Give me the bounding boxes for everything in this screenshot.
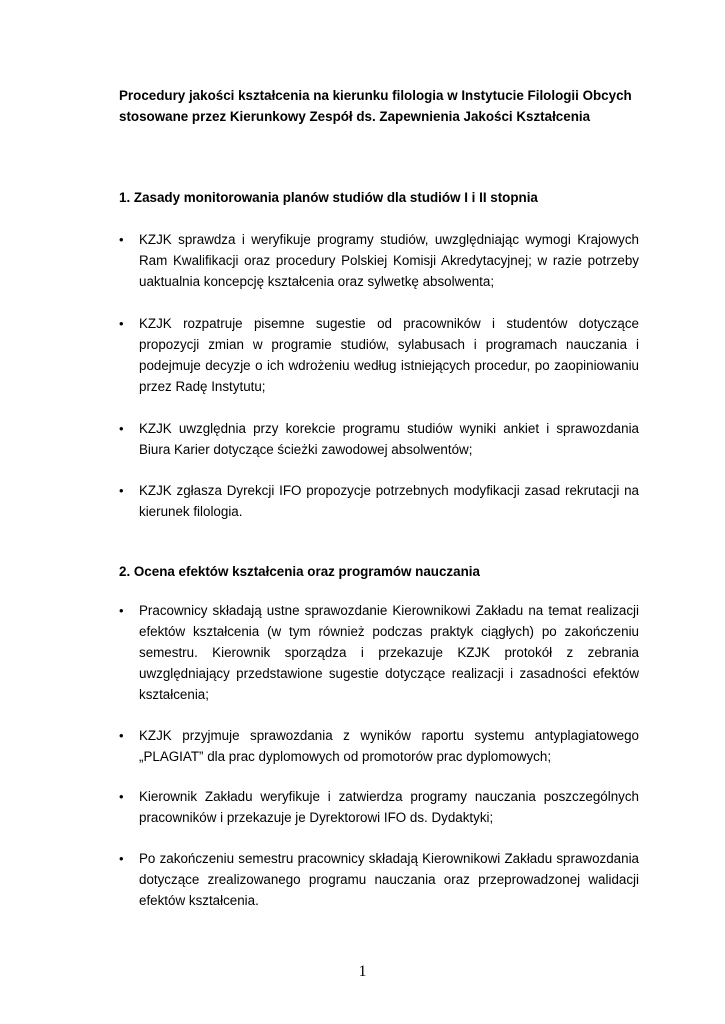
bullet-icon: •	[119, 728, 124, 743]
list-item: • KZJK uwzględnia przy korekcie programu studiów wyniki ankiet i sprawozdania Biura Karier dotyczące ścieżki zawodowej absolwentów;	[119, 418, 639, 460]
bullet-icon: •	[119, 483, 124, 498]
page-number: 1	[358, 963, 367, 980]
list-item: • Po zakończeniu semestru pracownicy składają Kierownikowi Zakładu sprawozdania dotyczące zrealizowanego programu nauczania oraz przeprowadzonej walidacji efektów kształcenia.	[119, 848, 639, 911]
title-line-1: Procedury jakości kształcenia na kierunku filologia w Instytucie Filologii Obcych	[119, 88, 632, 103]
list-item: • KZJK sprawdza i weryfikuje programy studiów, uwzględniając wymogi Krajowych Ram Kwalifikacji oraz procedury Polskiej Komisji Akredytacyjnej; w razie potrzeby uaktualnia koncepcję kształcenia oraz sylwetkę absolwenta;	[119, 229, 639, 292]
section-2-list	[119, 600, 639, 911]
list-item: • KZJK rozpatruje pisemne sugestie od pracowników i studentów dotyczące propozycji zmian w programie studiów, sylabusach i programach nauczania i podejmuje decyzje o ich wdrożeniu według istniejących procedur, po zaopiniowaniu przez Radę Instytutu;	[119, 313, 639, 397]
bullet-icon: •	[119, 851, 124, 866]
bullet-icon: •	[119, 421, 124, 436]
list-item: • Kierownik Zakładu weryfikuje i zatwierdza programy nauczania poszczególnych pracowników i przekazuje je Dyrektorowi IFO ds. Dydaktyki;	[119, 786, 639, 828]
list-item: • Pracownicy składają ustne sprawozdanie Kierownikowi Zakładu na temat realizacji efektów kształcenia (w tym również podczas praktyk ciągłych) po zakończeniu semestru. Kierownik sporządza i przekazuje KZJK protokół z zebrania uwzględniający przedstawione sugestie dotyczące realizacji i zasadności efektów kształcenia;	[119, 600, 639, 705]
section-1-list	[119, 229, 639, 522]
bullet-icon: •	[119, 603, 124, 618]
bullet-icon: •	[119, 232, 124, 247]
bullet-icon: •	[119, 789, 124, 804]
list-item: • KZJK przyjmuje sprawozdania z wyników raportu systemu antyplagiatowego „PLAGIAT” dla prac dyplomowych od promotorów prac dyplomowych;	[119, 725, 639, 767]
document-title	[119, 85, 639, 127]
section-2-heading: 2. Ocena efektów kształcenia oraz programów nauczania	[119, 564, 480, 579]
bullet-icon: •	[119, 316, 124, 331]
list-item: • KZJK zgłasza Dyrekcji IFO propozycje potrzebnych modyfikacji zasad rekrutacji na kierunek filologia.	[119, 480, 639, 522]
section-1-heading: 1. Zasady monitorowania planów studiów dla studiów I i II stopnia	[119, 190, 538, 205]
title-line-2: stosowane przez Kierunkowy Zespół ds. Zapewnienia Jakości Kształcenia	[119, 109, 591, 124]
